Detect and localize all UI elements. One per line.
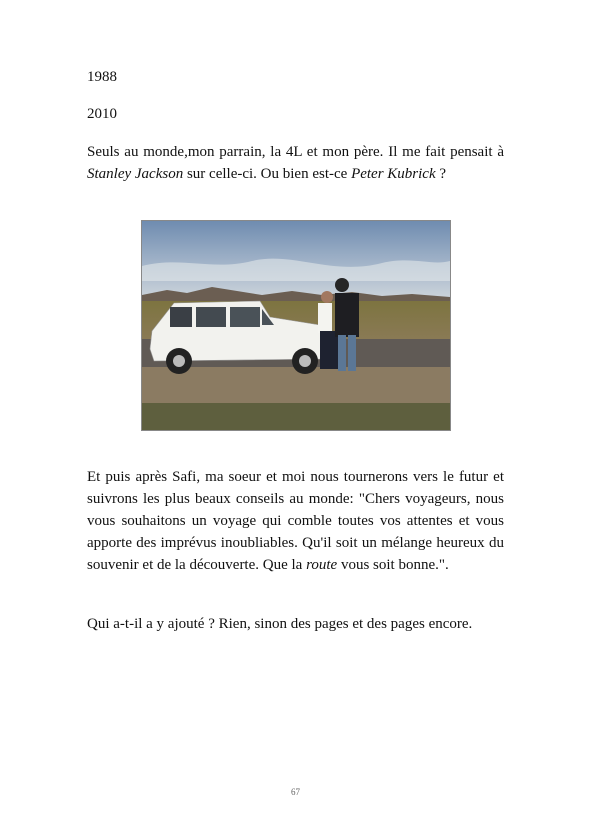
paragraph-caption-text-c: ? <box>435 166 447 182</box>
paragraph-closing: Qui a-t-il a y ajouté ? Rien, sinon des pages et des pages encore. <box>87 616 473 632</box>
photo-car-desert <box>141 220 451 431</box>
year-2010: 2010 <box>87 106 117 122</box>
paragraph-caption <box>87 141 504 185</box>
paragraph-caption-name-2: Peter Kubrick <box>351 166 436 182</box>
paragraph-journey <box>87 466 504 576</box>
paragraph-caption-text-b: sur celle-ci. Ou bien est-ce <box>183 166 352 182</box>
paragraph-caption-text-a: Seuls au monde,mon parrain, la 4L et mon père. Il me fait pensait à <box>87 144 504 160</box>
page-number: 67 <box>291 787 300 797</box>
paragraph-journey-text-a: Et puis après Safi, ma soeur et moi nous tournerons vers le futur et suivrons les plus beaux conseils au monde: "Chers voyageurs, nous vous souhaitons un voyage qui comble toutes vos attentes et vous apporte des imprévus inoubliables. Qu'il soit un mélange heureux du souvenir et de la découverte. Que la <box>87 469 504 573</box>
year-1988: 1988 <box>87 69 117 85</box>
photo-illustration <box>142 221 450 430</box>
paragraph-journey-route: route <box>306 557 338 573</box>
paragraph-caption-name-1: Stanley Jackson <box>87 166 184 182</box>
paragraph-journey-text-b: vous soit bonne.". <box>337 557 449 573</box>
